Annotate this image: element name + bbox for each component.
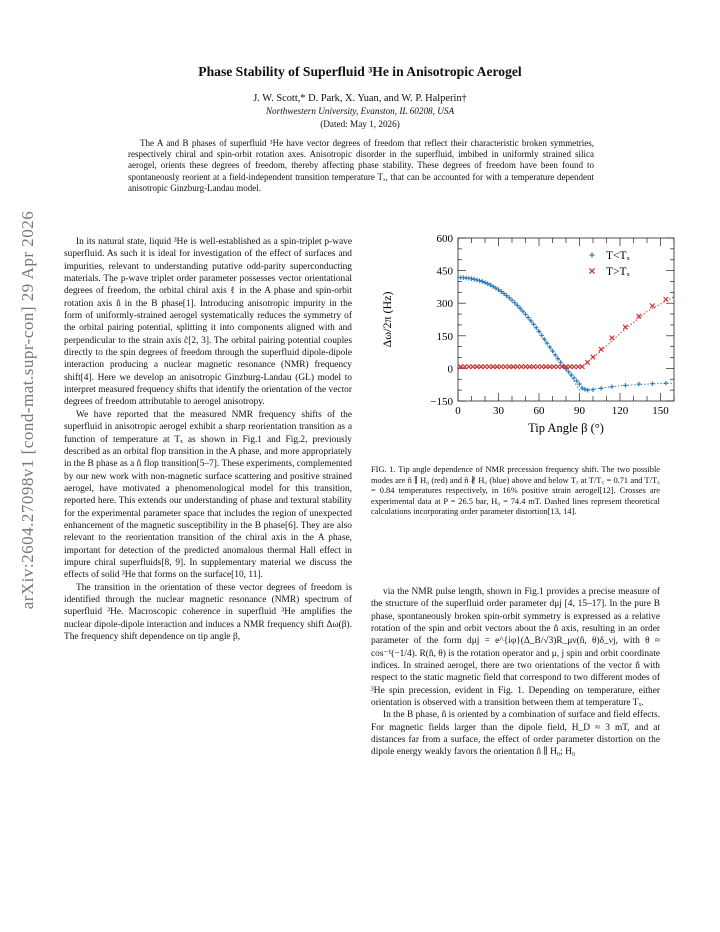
data-point-below [585,388,590,393]
data-point-above [591,355,596,360]
x-tick-label: 150 [652,405,669,417]
author-list: J. W. Scott,* D. Park, X. Yuan, and W. P. Halperin† [253,93,467,104]
x-tick-label: 30 [493,405,504,417]
paragraph: In its natural state, liquid ³He is well-established as a spin-triplet p-wave superfluid. As such it is ideal for investigation of the effect of surfaces and impurities, relevant to understanding putative odd-parity superconducting materials. The p-wave triplet order parameter possesses vector orientational degrees of freedom, the orbital chiral axis ℓ in the A phase and spin-orbit rotation axis n̂ in the B phase[1]. Introducing anisotropic impurity in the form of uniformly-strained aerogel systematically reduces the symmetry of the orbital pairing potential, splitting it into components aligned with and perpendicular to the strain axis ĉ[2, 3]. The orbital pairing potential couples directly to the spin degrees of freedom through the superfluid dipole-dipole interaction producing a nuclear magnetic resonance (NMR) frequency shift[4]. Here we develop an anisotropic Ginzburg-Landau (GL) model to interpret measured frequency shifts that identify the orientation of the vector degrees of freedom attributable to aerogel anisotropy. [64,237,352,408]
data-point-above [552,364,557,369]
x-axis-label: Tip Angle β (°) [528,421,604,435]
legend-label: T<Tₓ [606,250,630,262]
figure-1-caption: FIG. 1. Tip angle dependence of NMR precession frequency shift. The two possible modes are n̂ ∥ H₀ (red) and n̂ ∦ H₀ (blue) above and below Tₓ at T/T꜀ = 0.71 and T/T꜀ = 0.84 temperatures respectively, in 16% positive strain aerogel[12]. Crosses are experimental data at P = 26.5 bar, H₀ = 74.4 mT. Dashed lines represent theoretical calculations incorporating order parameter distortion[13, 14]. [371,465,660,517]
y-tick-label: 450 [436,265,453,278]
paragraph: In the B phase, n̂ is oriented by a combination of surface and field effects. For magnetic fields larger than the dipole field, H_D ≈ 3 mT, and at distances far from a surface, the effect of order parameter distortion on the dipole energy weakly favors the orientation n̂ ∥ H₀; H₀ [371,710,660,758]
data-point-below [664,381,669,386]
legend-label: T>Tₓ [606,266,630,278]
data-point-below [507,295,512,300]
abstract: The A and B phases of superfluid ³He have vector degrees of freedom that reflect their characteristic broken symmetries, respectively chiral and spin-orbit rotation axes. Anisotropic disorder in the superfluid, imbibed in uniformly strained silica aerogel, orients these degrees of freedom, thereby affecting phase stability. These degrees of freedom have been found to spontaneously reorient at a field-independent transition temperature Tₓ, that can be accounted for with a temperature dependent anisotropic Ginzburg-Landau model. [128,138,594,193]
data-point-below [577,382,582,387]
x-tick-label: 90 [574,405,585,417]
data-point-below [469,276,474,281]
right-column [371,586,660,759]
legend-marker [589,252,594,257]
paragraph: The transition in the orientation of these vector degrees of freedom is identified through the nuclear magnetic resonance (NMR) spectrum of superfluid ³He. Macroscopic coherence in superfluid ³He amplifies the nuclear dipole-dipole interaction and induces a NMR frequency shift Δω(β). The frequency shift dependence on tip angle β, [64,582,352,642]
data-point-below [529,319,534,324]
data-point-below [575,379,580,384]
figure-1-chart [371,228,676,458]
plot-frame [458,238,674,401]
data-point-below [510,298,515,303]
data-point-above [556,364,561,369]
data-point-below [472,277,477,282]
data-point-below [475,278,480,283]
y-tick-label: 0 [447,363,453,376]
data-point-above [515,364,520,369]
affiliation: Northwestern University, Evanston, IL 60208, USA [265,106,455,116]
data-point-above [467,364,472,369]
paper-title: Phase Stability of Superfluid ³He in Anisotropic Aerogel [198,64,522,79]
data-point-above [519,364,524,369]
data-point-above [539,364,544,369]
y-tick-label: 300 [436,298,453,311]
x-tick-label: 120 [611,405,629,417]
arxiv-identifier: arXiv:2604.27098v1 [cond-mat.supr-con] 29 Apr 2026 [18,210,37,610]
data-point-above [576,364,581,369]
data-point-above [535,364,540,369]
y-tick-label: 150 [436,330,453,343]
data-point-above [585,360,590,365]
theory-curve [458,297,674,367]
data-point-below [504,293,509,298]
x-tick-label: 0 [455,405,461,417]
data-point-below [558,360,563,365]
paragraph: We have reported that the measured NMR frequency shifts of the superfluid in anisotropic aerogel exhibit a sharp reorientation transition as a function of temperature at Tₓ as shown in Fig.1 and Fig.2, previously described as an orbital flop transition in the A phase, and more appropriately in the B phase as a n̂ flop transition[5–7]. These experiments, complemented by our new work with non-magnetic surface scattering and positive strained aerogel, have motivated a phenomenological model for this transition, reported here. This extends our understanding of phase and textural stability for the experimental parameter space that includes the region of unexpected enhancement of the magnetic susceptibility in the B phase[6]. They are also relevant to the reorientation transition of the chiral axis in the A phase, important for detection of the predicted anomalous thermal Hall effect in impure chiral superfluids[8, 9]. In supplementary material we discuss the effects of solid ³He that forms on the surface[10, 11]. [64,409,352,581]
data-point-below [610,384,615,389]
theory-curve [458,277,674,390]
data-point-below [591,387,596,392]
data-point-below [539,333,544,338]
data-point-above [664,297,669,302]
y-tick-label: 600 [436,233,453,245]
data-point-above [572,364,577,369]
arxiv-sidebar [8,150,48,670]
data-point-above [487,364,492,369]
data-point-above [610,336,615,341]
data-point-above [623,325,628,330]
paragraph: via the NMR pulse length, shown in Fig.1 provides a precise measure of the structure of the superfluid order parameter dμj [4, 15–17]. In the pure B phase, spontaneously broken spin-orbit symmetry is expressed as a relative rotation of the spin and orbit vectors about the n̂ axis, resulting in an order parameter of the form dμj = e^{iφ}(Δ_B/√3)R_μν(n̂, θ)δ_νj, with θ ≈ cos⁻¹(−1/4). R(n̂, θ) is the rotation operator and μ, j spin and orbit coordinate indices. In strained aerogel, there are two orientations of the vector n̂ with respect to the static magnetic field that correspond to two different modes of ³He spin precession, evident in Fig. 1. Depending on temperature, either orientation is observed with a transition between them at temperature Tₓ. [371,587,660,709]
data-point-above [650,304,655,309]
y-tick-label: −150 [430,396,453,408]
x-tick-label: 60 [533,405,545,417]
y-axis-label: Δω/2π (Hz) [380,291,394,348]
date-line: (Dated: May 1, 2026) [320,119,400,129]
data-point-below [572,376,577,381]
chart-svg [371,228,676,458]
data-point-above [503,364,508,369]
data-point-above [523,364,528,369]
data-point-below [569,373,574,378]
data-point-below [477,278,482,283]
data-point-below [650,381,655,386]
data-point-below [623,383,628,388]
left-column [64,236,352,643]
legend-marker [589,268,594,273]
data-point-above [483,364,488,369]
data-point-below [637,382,642,387]
data-point-below [599,386,604,391]
data-point-above [499,364,504,369]
